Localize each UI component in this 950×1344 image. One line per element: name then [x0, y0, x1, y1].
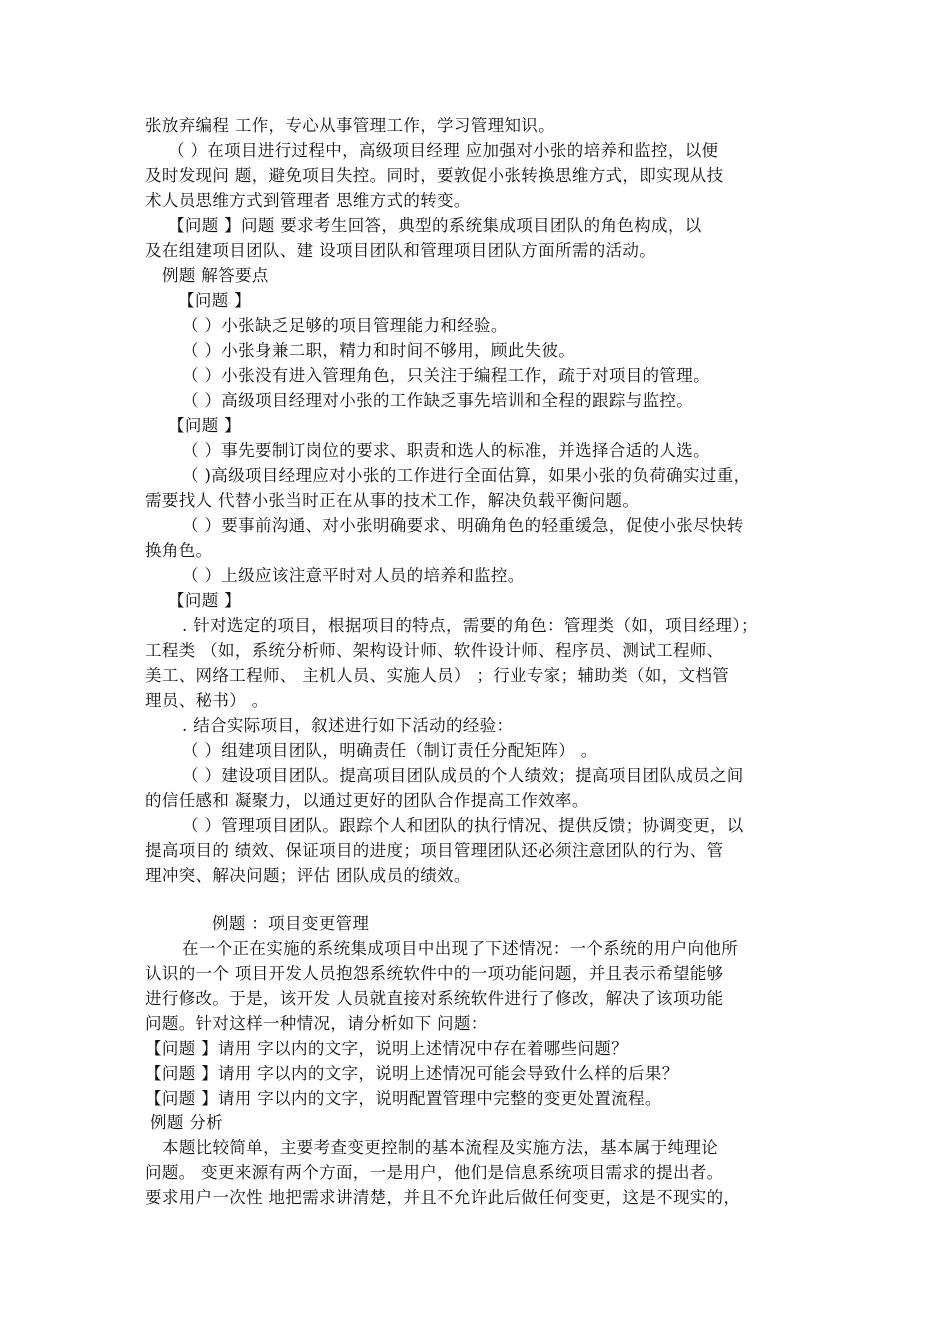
example-heading: 例题 ：项目变更管理: [212, 914, 370, 933]
text-line: 理冲突、解决问题；评估 团队成员的绩效。: [145, 866, 471, 885]
list-item: （ ）小张缺乏足够的项目管理能力和经验。: [182, 316, 508, 335]
list-item: （ )高级项目经理应对小张的工作进行全面估算，如果小张的负荷确实过重，: [182, 466, 751, 485]
text-line: 进行修改。于是，该开发 人员就直接对系统软件进行了修改，解决了该项功能: [145, 989, 724, 1008]
section-heading: 例题 分析: [150, 1113, 223, 1132]
text-line: 在一个正在实施的系统集成项目中出现了下述情况：一个系统的用户向他所: [182, 939, 739, 958]
list-item: （ ）组建项目团队，明确责任（制订责任分配矩阵） 。: [182, 741, 598, 760]
text-line: 的信任感和 凝聚力，以通过更好的团队合作提高工作效率。: [145, 791, 589, 810]
text-line: 要求用户一次性 地把需求讲清楚，并且不允许此后做任何变更，这是不现实的，: [145, 1188, 741, 1207]
text-line: 本题比较简单，主要考查变更控制的基本流程及实施方法，基本属于纯理论: [162, 1138, 719, 1157]
list-item: （ ）小张没有进入管理角色，只关注于编程工作，疏于对项目的管理。: [182, 366, 710, 385]
text-line: . 针对选定的项目，根据项目的特点，需要的角色：管理类（如，项目经理）；: [182, 616, 758, 635]
text-line: 及时发现问 题，避免项目失控。同时，要敦促小张转换思维方式，即实现从技: [145, 166, 724, 185]
text-line: . 结合实际项目，叙述进行如下活动的经验：: [182, 716, 514, 735]
text-line: 及在组建项目团队、建 设项目团队和管理项目团队方面所需的活动。: [145, 241, 657, 260]
list-item: （ ）要事前沟通、对小张明确要求、明确角色的轻重缓急，促使小张尽快转: [182, 516, 744, 535]
question-heading: 【问题 】: [168, 591, 241, 610]
text-line: 提高项目的 绩效、保证项目的进度；项目管理团队还必须注意团队的行为、管: [145, 841, 724, 860]
section-heading: 例题 解答要点: [162, 266, 269, 285]
list-item: （ ）管理项目团队。跟踪个人和团队的执行情况、提供反馈；协调变更，以: [182, 816, 744, 835]
question-line: 【问题 】请用 字以内的文字，说明上述情况可能会导致什么样的后果？: [145, 1064, 679, 1083]
list-item: （ ）高级项目经理对小张的工作缺乏事先培训和全程的跟踪与监控。: [182, 391, 694, 410]
text-line: 【问题 】问题 要求考生回答，典型的系统集成项目团队的角色构成，以: [168, 216, 702, 235]
question-heading: 【问题 】: [168, 416, 241, 435]
text-line: 张放弃编程 工作，专心从事管理工作，学习管理知识。: [145, 116, 555, 135]
question-line: 【问题 】请用 字以内的文字，说明上述情况中存在着哪些问题？: [145, 1039, 628, 1058]
list-item: （ ）建设项目团队。提高项目团队成员的个人绩效；提高项目团队成员之间: [182, 766, 744, 785]
text-line: 换角色。: [145, 541, 213, 560]
text-line: 美工、网络工程师、 主机人员、实施人员） ；行业专家；辅助类（如，文档管: [145, 666, 730, 685]
question-line: 【问题 】请用 字以内的文字，说明配置管理中完整的变更处置流程。: [145, 1089, 662, 1108]
list-item: （ ）上级应该注意平时对人员的培养和监控。: [182, 566, 525, 585]
text-line: 术人员思维方式到管理者 思维方式的转变。: [145, 191, 471, 210]
text-line: 工程类 （如，系统分析师、架构设计师、软件设计师、程序员、测试工程师、: [145, 641, 724, 660]
text-line: 问题。 变更来源有两个方面，一是用户，他们是信息系统项目需求的提出者。: [145, 1163, 724, 1182]
text-line: （ ）在项目进行过程中，高级项目经理 应加强对小张的培养和监控，以便: [168, 141, 719, 160]
text-line: 问题。针对这样一种情况，请分析如下 问题：: [145, 1014, 488, 1033]
list-item: （ ）小张身兼二职，精力和时间不够用，顾此失彼。: [182, 341, 576, 360]
text-line: 需要找人 代替小张当时正在从事的技术工作，解决负载平衡问题。: [145, 491, 640, 510]
list-item: （ ）事先要制订岗位的要求、职责和选人的标准，并选择合适的人选。: [182, 441, 710, 460]
text-line: 认识的一个 项目开发人员抱怨系统软件中的一项功能问题，并且表示希望能够: [145, 964, 724, 983]
question-heading: 【问题 】: [178, 291, 251, 310]
text-line: 理员、秘书） 。: [145, 691, 269, 710]
